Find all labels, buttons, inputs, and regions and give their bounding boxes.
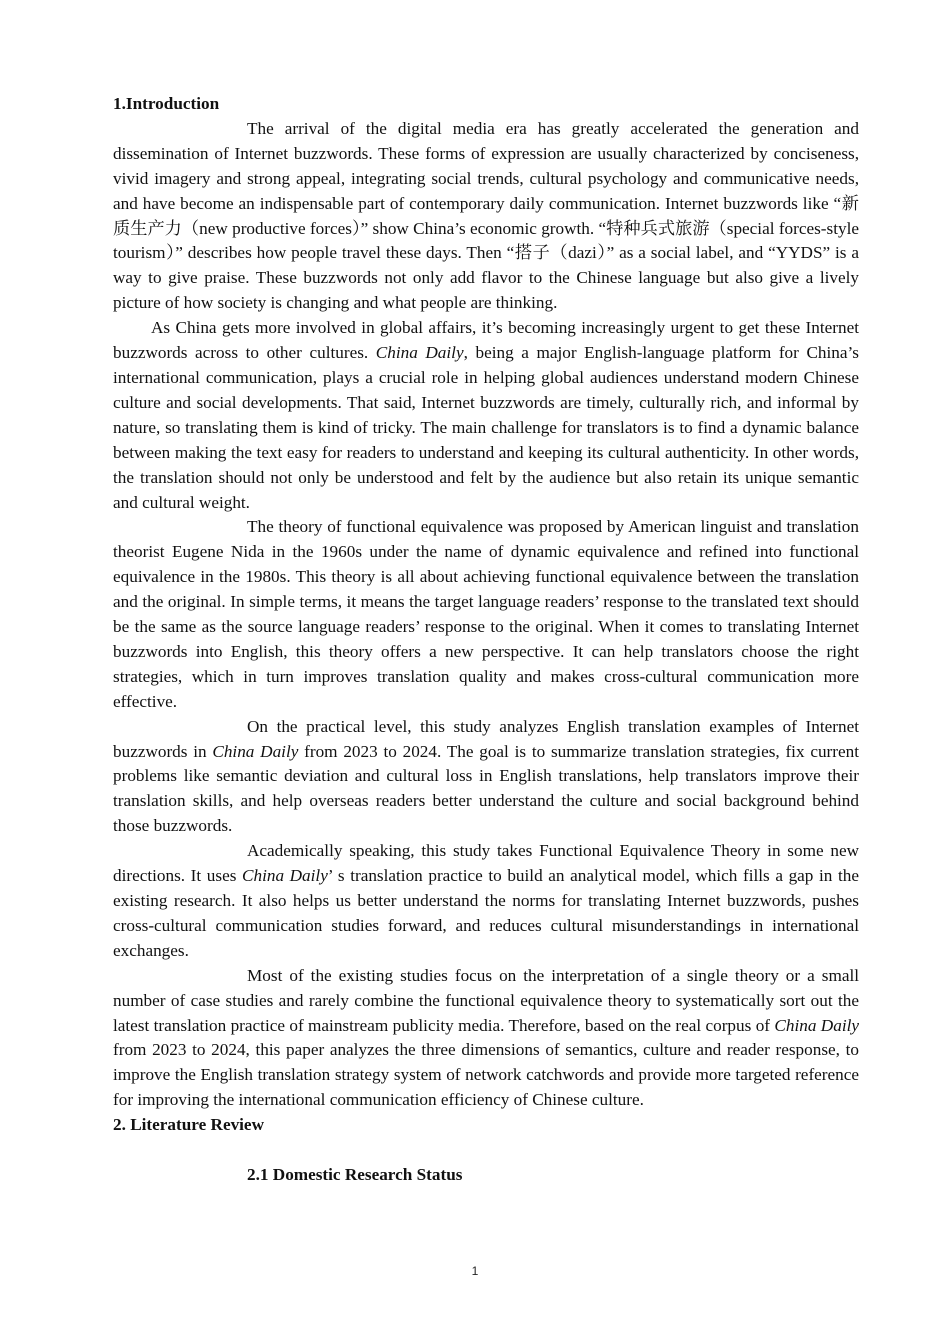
paragraph-4-text-b: from 2023 to 2024. The goal is to summarize translation strategies, fix current problems like semantic deviation and cultural loss in English translations, help translators improve their translation skills, and help overseas readers better understand the culture and social background behind those buzzwords.: [113, 741, 859, 836]
paragraph-5: [113, 839, 859, 964]
subsection-heading-domestic-research: 2.1 Domestic Research Status: [247, 1164, 463, 1184]
paragraph-6-text-b: from 2023 to 2024, this paper analyzes the three dimensions of semantics, culture and reader response, to improve the English translation strategy system of network catchwords and provide more targeted reference for improving the international communication efficiency of Chinese culture.: [113, 1040, 859, 1110]
paragraph-5-italic: China Daily: [242, 866, 328, 886]
blank-line: [113, 1138, 859, 1163]
paragraph-3: The theory of functional equivalence was proposed by American linguist and translation theorist Eugene Nida in the 1960s under the name of dynamic equivalence and refined into functional equivalence in the 1980s. This theory is all about achieving functional equivalence between the translation and the original. In simple terms, it means the target language readers’ response to the translated text should be the same as the source language readers’ response to the original. When it comes to translating Internet buzzwords into English, this theory offers a new perspective. It can help translators choose the right strategies, which in turn improves translation quality and makes cross-cultural communication more effective.: [113, 517, 859, 711]
page-number: 1: [471, 1264, 479, 1278]
paragraph-2-text-a: As China gets more involved in global affairs, it’s becoming increasingly urgent to get these Internet buzzwords across to other cultures.: [113, 318, 859, 363]
paragraph-6-text-a: Most of the existing studies focus on the interpretation of a single theory or a small number of case studies and rarely combine the functional equivalence theory to systematically sort out the latest translation practice of mainstream publicity media. Therefore, based on the real corpus of: [113, 965, 859, 1035]
paragraph-6: [113, 964, 859, 1113]
paragraph-2: [113, 316, 859, 515]
paragraph-4: [113, 715, 859, 840]
paragraph-5-text-b: ’ s translation practice to build an analytical model, which fills a gap in the existing research. It also helps us better understand the norms for translating Internet buzzwords, pushes cross-cultural communication studies forward, and reduces cultural misunderstandings in international exchanges.: [113, 866, 859, 960]
paragraph-2-text-b: , being a major English-language platform for China’s international communication, plays a crucial role in helping global audiences understand modern Chinese culture and social developments. That said, Internet buzzwords are timely, culturally rich, and informal by nature, so translating them is kind of tricky. The main challenge for translators is to find a dynamic balance between making the text easy for readers to understand and keeping its cultural authenticity. In other words, the translation should not only be understood and felt by the audience but also retain its unique semantic and cultural weight.: [113, 343, 859, 512]
paragraph-2-italic: China Daily: [375, 343, 464, 363]
page-content: [113, 92, 859, 1188]
section-heading-literature-review: 2. Literature Review: [113, 1115, 264, 1135]
paragraph-5-text-a: Academically speaking, this study takes Functional Equivalence Theory in some new directions. It uses: [113, 841, 859, 886]
paragraph-4-italic: China Daily: [212, 741, 299, 761]
section-heading-introduction: 1.Introduction: [113, 94, 220, 113]
paragraph-1: The arrival of the digital media era has greatly accelerated the generation and dissemination of Internet buzzwords. These forms of expression are usually characterized by conciseness, vivid imagery and strong appeal, integrating social trends, cultural psychology and communicative needs, and have become an indispensable part of contemporary daily communication. Internet buzzwords like “新质生产力（new productive forces）” show China’s economic growth. “特种兵式旅游（special forces-style tourism）” describes how people travel these days. Then “搭子（dazi）” as a social label, and “YYDS” is a way to give praise. These buzzwords not only add flavor to the Chinese language but also give a lively picture of how society is changing and what people are thinking.: [113, 118, 859, 313]
paragraph-4-text-a: On the practical level, this study analyzes English translation examples of Internet buzzwords in: [113, 716, 859, 761]
paragraph-6-italic: China Daily: [774, 1015, 859, 1035]
